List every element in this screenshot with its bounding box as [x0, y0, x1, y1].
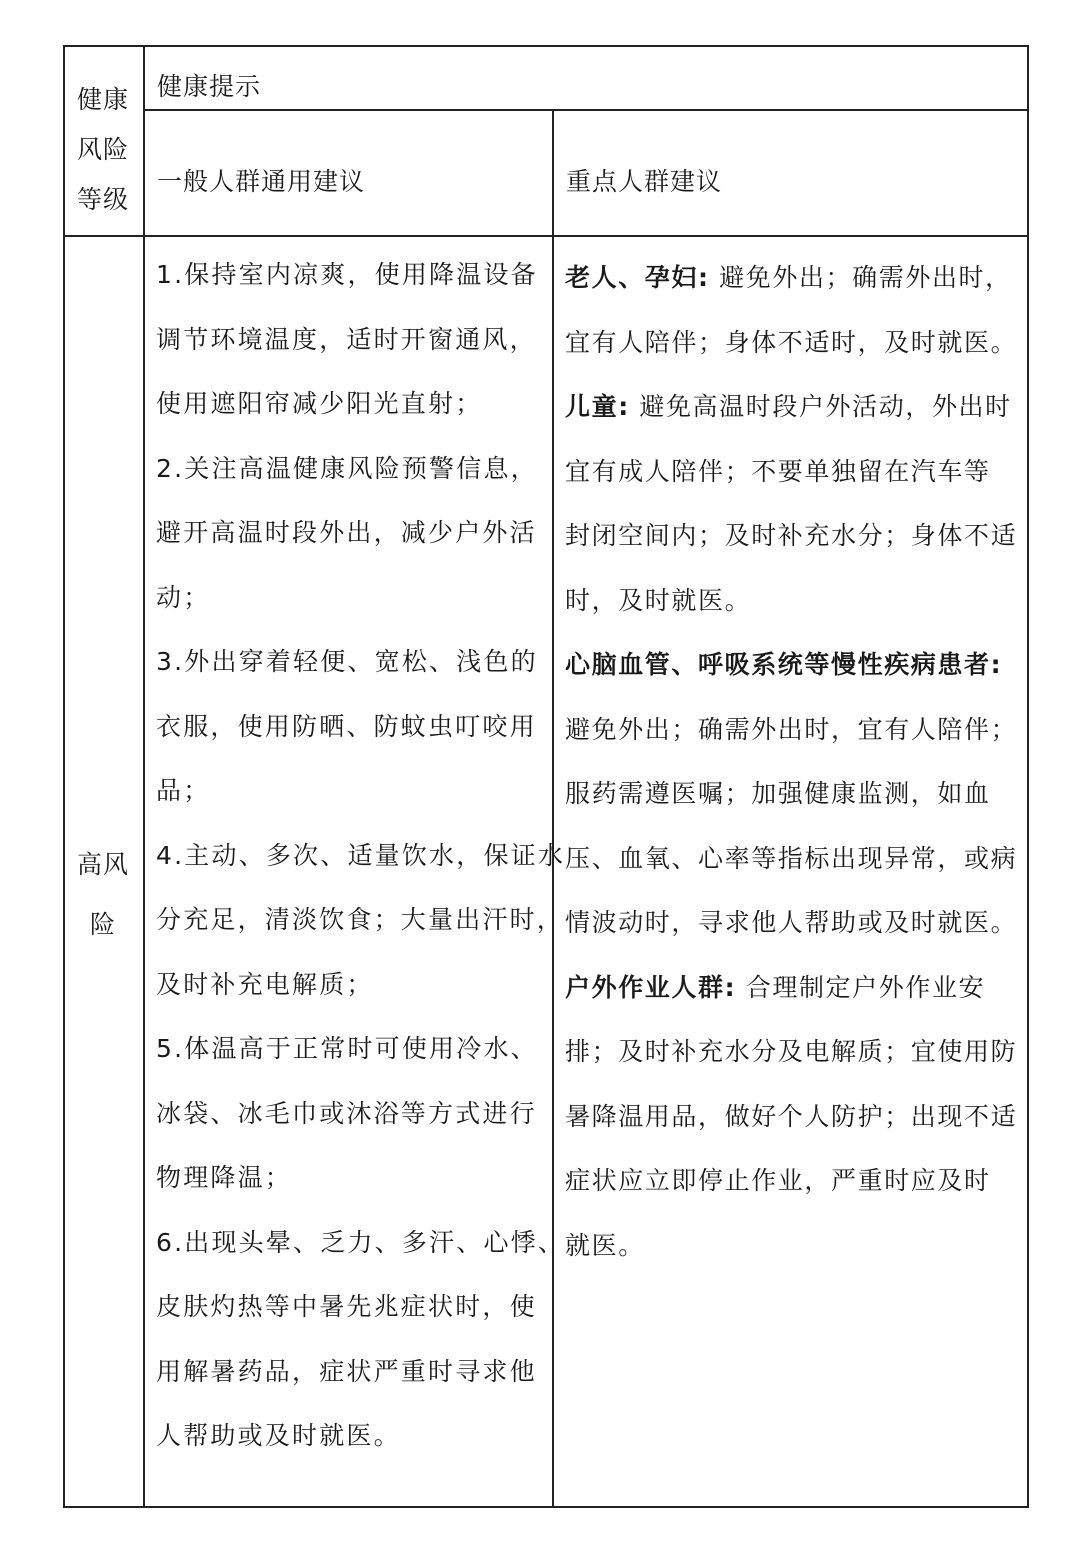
key-advice-header: 重点人群建议: [566, 167, 723, 196]
key-advice-line: [565, 633, 1017, 698]
key-advice-text: 就医。: [565, 1230, 645, 1260]
key-advice-text: 暑降温用品，做好个人防护；出现不适: [565, 1101, 1018, 1131]
key-advice-text: 情波动时，寻求他人帮助或及时就医。: [565, 908, 1018, 937]
risk-level-header: [63, 75, 143, 225]
health-tip-header: 健康提示: [157, 72, 262, 101]
key-advice-text: 合理制定户外作业安: [736, 972, 986, 1002]
table-border-left: [63, 45, 65, 1508]
header-bottom-divider: [63, 235, 1029, 237]
key-advice-line: [565, 311, 1017, 376]
table-border-top: [63, 45, 1029, 47]
key-advice-line: [565, 698, 1017, 763]
key-advice-text: 避免高温时段户外活动，外出时: [629, 392, 1012, 421]
table-border-right: [1027, 45, 1029, 1508]
key-advice-text: 避免外出；确需外出时，宜有人陪伴；: [565, 714, 1018, 744]
key-group-name: 老人、孕妇:: [565, 263, 710, 292]
general-advice-line: 5.体温高于正常时可使用冷水、: [156, 1034, 538, 1063]
general-advice-line: 人帮助或及时就医。: [156, 1421, 401, 1450]
key-advice-text: 压、血氧、心率等指标出现异常，或病: [565, 843, 1018, 873]
risk-level-value-line: 险: [89, 910, 116, 939]
key-advice-line: [565, 1214, 1017, 1279]
general-advice-line: 6.出现头晕、乏力、多汗、心悸、: [156, 1227, 566, 1257]
key-advice-text: 宜有成人陪伴；不要单独留在汽车等: [565, 456, 991, 486]
key-advice-line: [565, 569, 1017, 634]
key-advice-line: [565, 1085, 1017, 1150]
key-advice-text: 症状应立即停止作业，严重时应及时: [565, 1166, 991, 1195]
general-advice-line: 冰袋、冰毛巾或沐浴等方式进行: [156, 1098, 537, 1128]
health-advice-table: [63, 45, 1029, 1508]
key-advice-text: 时，及时就医。: [565, 585, 752, 615]
risk-level-header-line: 等级: [76, 185, 129, 214]
risk-level-header-line: 风险: [76, 135, 129, 164]
key-advice-line: [565, 1020, 1017, 1085]
key-advice-text: 避免外出；确需外出时，: [709, 263, 1012, 292]
general-advice-line: 皮肤灼热等中暑先兆症状时，使: [156, 1292, 537, 1321]
general-advice-line: 使用遮阳帘减少阳光直射；: [156, 389, 483, 418]
key-group-name: 户外作业人群:: [565, 972, 737, 1002]
general-advice-line: 动；: [156, 582, 211, 612]
general-advice-line: 1.保持室内凉爽，使用降温设备: [156, 260, 538, 289]
key-advice-line: [565, 891, 1017, 956]
key-group-advice-text: [565, 246, 1017, 1278]
general-advice-text: [156, 243, 565, 1469]
general-advice-line: 品；: [156, 776, 211, 805]
general-advice-line: 及时补充电解质；: [156, 969, 374, 999]
general-advice-line: 3.外出穿着轻便、宽松、浅色的: [156, 647, 538, 676]
general-advice-line: 分充足，清淡饮食；大量出汗时，: [156, 905, 565, 934]
key-advice-line: [565, 956, 1017, 1021]
general-advice-line: 衣服，使用防晒、防蚊虫叮咬用: [156, 711, 537, 741]
key-group-name: 心脑血管、呼吸系统等慢性疾病患者:: [565, 650, 1003, 679]
general-advice-line: 用解暑药品，症状严重时寻求他: [156, 1356, 537, 1386]
key-advice-line: [565, 1149, 1017, 1214]
key-advice-line: [565, 375, 1017, 440]
general-advice-line: 2.关注高温健康风险预警信息，: [156, 453, 538, 483]
risk-level-value: [63, 835, 143, 955]
key-advice-line: [565, 504, 1017, 569]
key-advice-line: [565, 246, 1017, 311]
general-advice-line: 调节环境温度，适时开窗通风，: [156, 324, 537, 354]
key-advice-text: 排；及时补充水分及电解质；宜使用防: [565, 1037, 1018, 1066]
key-advice-line: [565, 827, 1017, 892]
key-advice-line: [565, 440, 1017, 505]
general-advice-line: 物理降温；: [156, 1163, 293, 1192]
level-column-divider: [143, 45, 145, 1508]
general-advice-header: 一般人群通用建议: [157, 167, 366, 196]
key-advice-text: 封闭空间内；及时补充水分；身体不适: [565, 521, 1018, 550]
general-advice-line: 4.主动、多次、适量饮水，保证水: [156, 840, 566, 870]
risk-level-value-line: 高风: [76, 850, 129, 879]
key-advice-text: 宜有人陪伴；身体不适时，及时就医。: [565, 327, 1018, 357]
key-group-name: 儿童:: [565, 392, 630, 421]
table-border-bottom: [63, 1506, 1029, 1508]
risk-level-header-line: 健康: [76, 85, 129, 114]
subheader-divider: [143, 109, 1029, 111]
key-advice-line: [565, 762, 1017, 827]
general-advice-line: 避开高温时段外出，减少户外活: [156, 518, 537, 547]
key-advice-text: 服药需遵医嘱；加强健康监测，如血: [565, 779, 991, 808]
